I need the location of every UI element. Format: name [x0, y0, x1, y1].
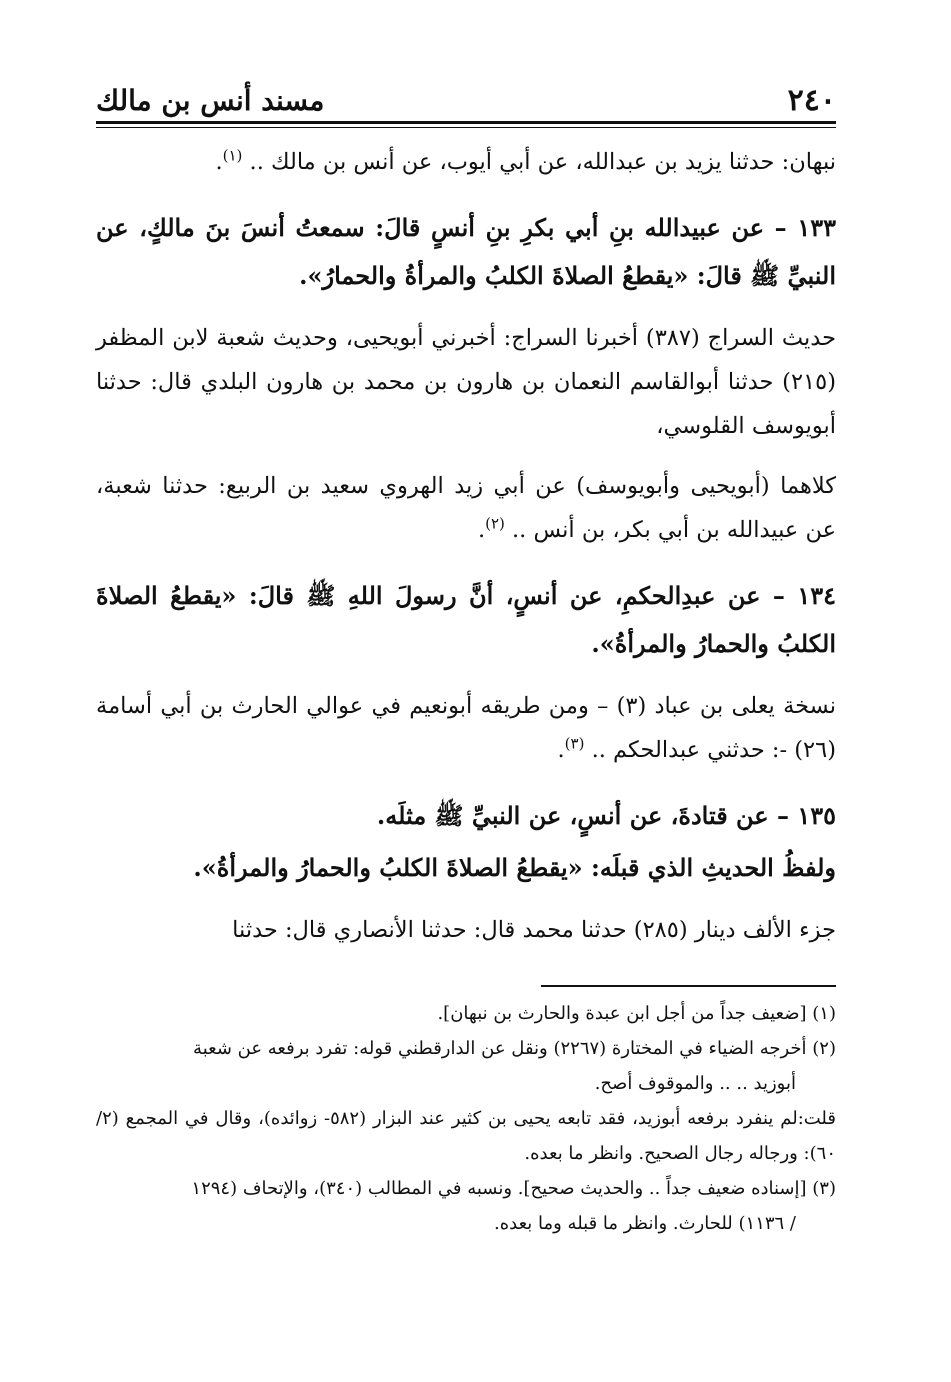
- footnote-separator: [541, 985, 836, 987]
- paragraph-text: حديث السراج (٣٨٧) أخبرنا السراج: أخبرني أبويحيى، وحديث شعبة لابن المظفر (٢١٥) حدثنا أبوالقاسم النعمان بن هارون بن محمد بن هارون البلدي قال: حدثنا أبويوسف القلوسي،: [96, 325, 836, 439]
- hadith-133: [96, 204, 836, 300]
- paragraph-end: .: [557, 737, 565, 763]
- header-rule-thick: [96, 121, 836, 124]
- paragraph-end: .: [215, 149, 223, 175]
- hadith-135-wording: [96, 844, 836, 892]
- paragraph-text: نبهان: حدثنا يزيد بن عبدالله، عن أبي أيوب، عن أنس بن مالك ..: [242, 149, 836, 175]
- paragraph-sources-135: [96, 908, 836, 952]
- paragraph-text: جزء الألف دينار (٢٨٥) حدثنا محمد قال: حدثنا الأنصاري قال: حدثنا: [232, 917, 836, 943]
- footnote-2-comment: قلت:لم ينفرد برفعه أبوزيد، فقد تابعه يحيى بن كثير عند البزار (٥٨٢- زوائده)، وقال في المجمع (٢/ ٦٠): ورجاله رجال الصحيح. وانظر ما بعده.: [96, 1108, 836, 1164]
- footnotes: [96, 996, 836, 1241]
- paragraph-chain-continuation: [96, 140, 836, 184]
- hadith-134: [96, 572, 836, 668]
- main-text: [96, 140, 836, 968]
- footnote-marker: (٢): [485, 514, 505, 533]
- hadith-text: ولفظُ الحديثِ الذي قبلَه: «يقطعُ الصلاةَ الكلبُ والحمارُ والمرأةُ».: [193, 853, 836, 882]
- running-title: مسند أنس بن مالك: [96, 84, 325, 117]
- hadith-135: [96, 792, 836, 840]
- paragraph-sources-134: [96, 684, 836, 772]
- paragraph-text: نسخة يعلى بن عباد (٣) – ومن طريقه أبونعيم في عوالي الحارث بن أبي أسامة (٢٦) -: حدثني عبدالحكم ..: [96, 693, 836, 763]
- page-header: [96, 82, 836, 120]
- header-rule-thin: [96, 127, 836, 128]
- paragraph-chain-133: [96, 464, 836, 552]
- paragraph-text: كلاهما (أبويحيى وأبويوسف) عن أبي زيد الهروي سعيد بن الربيع: حدثنا شعبة، عن عبيدالله بن أبي بكر، بن أنس ..: [96, 473, 836, 543]
- hadith-text: ١٣٥ – عن قتادةَ، عن أنسٍ، عن النبيِّ ﷺ مثلَه.: [376, 801, 836, 830]
- paragraph-end: .: [477, 517, 486, 543]
- footnote-3-continued: / ١١٣٦) للحارث. وانظر ما قبله وما بعده.: [493, 1213, 796, 1234]
- hadith-text: ١٣٤ – عن عبدِالحكمِ، عن أنسٍ، أنَّ رسولَ اللهِ ﷺ قالَ: «يقطعُ الصلاةَ الكلبُ والحمارُ والمرأةُ».: [96, 581, 836, 658]
- hadith-text: ١٣٣ – عن عبيدالله بنِ أبي بكرِ بنِ أنسٍ قالَ: سمعتُ أنسَ بنَ مالكٍ، عن النبيِّ ﷺ قالَ: «يقطعُ الصلاةَ الكلبُ والمرأةُ والحمارُ».: [96, 213, 836, 290]
- footnote-3: (٣) [إسناده ضعيف جداً .. والحديث صحيح]. ونسبه في المطالب (٣٤٠)، والإتحاف (١٢٩٤: [191, 1178, 836, 1199]
- page-number: ٢٤٠: [787, 83, 836, 118]
- footnote-2: (٢) أخرجه الضياء في المختارة (٢٢٦٧) ونقل عن الدارقطني قوله: تفرد برفعه عن شعبة: [193, 1038, 836, 1059]
- footnote-marker: (١): [222, 146, 243, 165]
- footnote-1: (١) [ضعيف جداً من أجل ابن عبدة والحارث بن نبهان].: [437, 1003, 836, 1024]
- footnote-2-continued: أبوزيد .. .. والموقوف أصح.: [594, 1073, 796, 1094]
- paragraph-sources-133: [96, 316, 836, 448]
- footnote-marker: (٣): [564, 734, 585, 753]
